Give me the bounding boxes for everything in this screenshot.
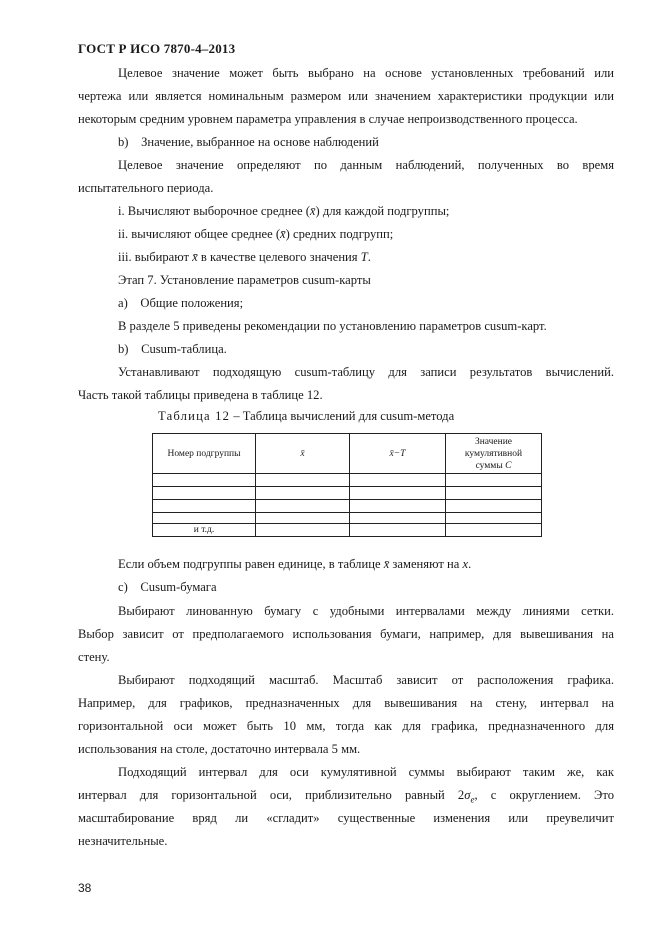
- paragraph-line: Целевое значение определяют по данным наблюдений, полученных во время: [118, 158, 614, 172]
- step-text: .: [367, 250, 371, 264]
- document-header: ГОСТ Р ИСО 7870-4–2013: [78, 41, 236, 56]
- paragraph-line: [118, 556, 471, 572]
- list-item-b: b) Cusum-таблица.: [118, 342, 227, 356]
- sigma-symbol: σ: [464, 788, 471, 802]
- table-cell: [256, 487, 350, 500]
- cusum-table: [152, 433, 542, 537]
- header-cell: Номер подгруппы: [153, 434, 256, 474]
- x-symbol: x: [462, 557, 469, 571]
- step-i: [118, 203, 449, 219]
- paragraph-line: использования на столе, достаточно интервала 5 мм.: [78, 742, 361, 756]
- header-cell: [446, 434, 542, 474]
- paragraph-line: испытательного периода.: [78, 181, 214, 195]
- header-text: кумулятивной: [464, 448, 523, 459]
- table-cell: и т.д.: [153, 524, 256, 537]
- table-row: [153, 500, 542, 513]
- table-cell: [446, 500, 542, 513]
- list-item-b: b) Значение, выбранное на основе наблюдений: [118, 135, 379, 149]
- target-symbol: T: [360, 250, 368, 264]
- table-header-row: [153, 434, 542, 474]
- paragraph-line: некоторым средним уровнем параметра управления в случае непроизводственного процесса.: [78, 112, 578, 126]
- paragraph-line: Выбирают линованную бумагу с удобными интервалами между линиями сетки.: [118, 604, 614, 618]
- table-caption: [158, 409, 454, 424]
- table-cell: [256, 524, 350, 537]
- table-cell: [153, 500, 256, 513]
- table-cell: [350, 487, 446, 500]
- paragraph-line: чертежа или является номинальным размером или значением характеристики продукции или: [78, 89, 614, 103]
- paragraph-line: стену.: [78, 650, 110, 664]
- paragraph-line: Часть такой таблицы приведена в таблице 12.: [78, 388, 323, 402]
- table-cell: [256, 513, 350, 524]
- table-cell: [446, 513, 542, 524]
- table-cell: [350, 474, 446, 487]
- x-bar-symbol: x̄: [300, 448, 305, 459]
- table-cell: [153, 513, 256, 524]
- table-caption-label: Таблица 12: [158, 409, 231, 423]
- table-caption-text: – Таблица вычислений для cusum-метода: [230, 409, 455, 423]
- x-double-bar-symbol: x̄̄: [280, 227, 286, 241]
- list-item-c: c) Cusum-бумага: [118, 580, 217, 594]
- step-text: iii. выбирают: [118, 250, 193, 264]
- header-cell: [256, 434, 350, 474]
- step-text: i. Вычисляют выборочное среднее (: [118, 204, 310, 218]
- table-cell: [446, 474, 542, 487]
- sigma-subscript: e: [470, 794, 475, 805]
- paragraph-line: Устанавливают подходящую cusum-таблицу для записи результатов вычислений.: [118, 365, 614, 379]
- table-row: [153, 513, 542, 524]
- table-cell: [446, 524, 542, 537]
- step-text: ) для каждой подгруппы;: [315, 204, 450, 218]
- table-cell: [350, 500, 446, 513]
- paragraph-text: интервал для горизонтальной оси, приблизительно равный 2: [78, 788, 465, 802]
- paragraph-line: масштабирование вряд ли «сгладит» существенные изменения или преувеличит: [78, 811, 614, 825]
- list-item-a: a) Общие положения;: [118, 296, 244, 310]
- step-text: ii. вычисляют общее среднее (: [118, 227, 281, 241]
- step-text: ) средних подгрупп;: [285, 227, 394, 241]
- x-double-bar-symbol: x̄̄: [192, 250, 198, 264]
- table-cell: [153, 474, 256, 487]
- x-bar-symbol: x̄: [383, 557, 390, 571]
- x-bar-symbol: x̄: [309, 204, 316, 218]
- table-cell: [256, 474, 350, 487]
- table-row: [153, 474, 542, 487]
- paragraph-line: Целевое значение может быть выбрано на основе установленных требований или: [118, 66, 614, 80]
- cusum-symbol: C: [505, 460, 512, 471]
- paragraph-line: В разделе 5 приведены рекомендации по установлению параметров cusum-карт.: [118, 319, 547, 333]
- paragraph-line: Подходящий интервал для оси кумулятивной суммы выбирают таким же, как: [118, 765, 614, 779]
- stage-heading: Этап 7. Установление параметров cusum-карты: [118, 273, 371, 287]
- paragraph-line: Выбирают подходящий масштаб. Масштаб зависит от расположения графика.: [118, 673, 614, 687]
- paragraph-text: .: [468, 557, 472, 571]
- table-cell: [350, 513, 446, 524]
- paragraph-line: незначительные.: [78, 834, 168, 848]
- table-cell: [256, 500, 350, 513]
- header-text: Значение: [474, 436, 513, 447]
- step-iii: [118, 249, 371, 265]
- paragraph-line: [78, 787, 614, 808]
- table-cell: [350, 524, 446, 537]
- paragraph-line: Например, для графиков, предназначенных для вывешивания на стену, интервал на: [78, 696, 614, 710]
- paragraph-text: , с округлением. Это: [474, 788, 614, 802]
- paragraph-text: Если объем подгруппы равен единице, в таблице: [118, 557, 384, 571]
- table-cell: [446, 487, 542, 500]
- x-bar-minus-t: x̄−T: [389, 448, 406, 459]
- page-number: 38: [78, 881, 92, 895]
- step-text: в качестве целевого значения: [197, 250, 361, 264]
- paragraph-line: Выбор зависит от предполагаемого использования бумаги, например, для вывешивания на: [78, 627, 614, 641]
- table-row: [153, 487, 542, 500]
- table-row: [153, 524, 542, 537]
- paragraph-text: заменяют на: [389, 557, 463, 571]
- paragraph-line: горизонтальной оси может быть 10 мм, тогда как для графика, предназначенного для: [78, 719, 614, 733]
- header-cell: [350, 434, 446, 474]
- step-ii: [118, 226, 393, 242]
- table-cell: [153, 487, 256, 500]
- header-text: суммы: [475, 460, 506, 471]
